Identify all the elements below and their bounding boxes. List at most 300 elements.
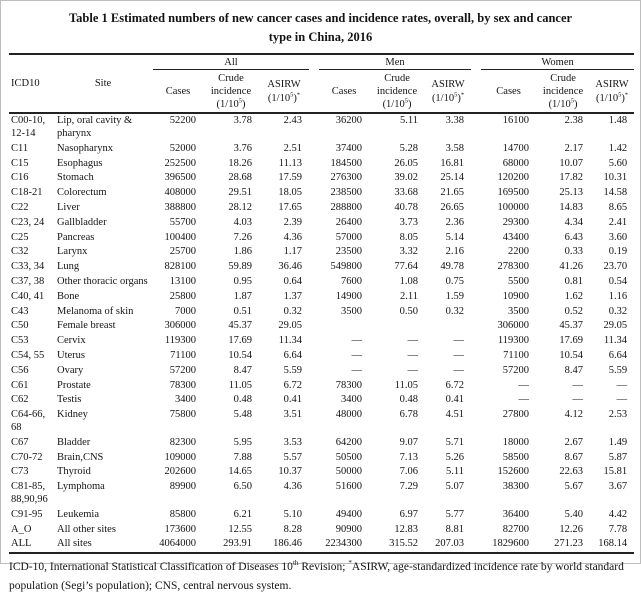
column-gap <box>309 537 319 553</box>
icd10-code: C62 <box>11 394 29 406</box>
all-asirw: 2.39 <box>283 216 303 228</box>
all-crude-incidence: 6.50 <box>233 481 252 493</box>
men-cases: 78300 <box>335 379 363 391</box>
all-asirw: 36.46 <box>278 261 303 273</box>
men-crude-incidence: 1.08 <box>399 276 419 288</box>
men-crude-incidence: 3.73 <box>399 216 419 228</box>
all-asirw: 8.28 <box>283 523 303 535</box>
all-asirw: 4.36 <box>283 481 303 493</box>
all-cases: 57200 <box>169 364 196 376</box>
superscript-5: 5 <box>238 97 242 105</box>
asterisk: * <box>296 91 301 99</box>
men-asirw: 5.07 <box>445 481 465 493</box>
asterisk: * <box>624 91 629 99</box>
women-crude-incidence: 271.23 <box>554 538 584 550</box>
women-crude-incidence: 10.54 <box>559 350 584 361</box>
women-crude-incidence: 8.47 <box>564 364 584 376</box>
women-asirw: 15.81 <box>603 466 628 478</box>
column-gap <box>309 186 319 201</box>
women-crude-incidence: — <box>572 394 584 406</box>
men-crude-incidence: — <box>407 350 419 361</box>
superscript-th: th <box>292 559 299 568</box>
women-asirw: 8.65 <box>608 202 628 214</box>
site-name: Nasopharynx <box>57 142 113 154</box>
men-cases: 2234300 <box>325 538 363 550</box>
icd10-code: C16 <box>11 172 29 184</box>
men-asirw: 1.59 <box>445 290 465 302</box>
women-cases: 57200 <box>502 364 530 376</box>
all-cases: 119300 <box>164 335 196 347</box>
header-men-crude-incidence <box>369 69 425 113</box>
men-asirw: 2.36 <box>445 216 465 228</box>
table-row <box>9 334 634 349</box>
superscript-5: 5 <box>404 97 408 105</box>
women-cases: 1829600 <box>492 538 530 550</box>
all-asirw: 5.10 <box>283 508 303 520</box>
all-asirw: 17.59 <box>278 172 303 184</box>
all-asirw: 3.51 <box>283 409 303 421</box>
all-asirw: 0.32 <box>283 305 303 317</box>
all-crude-incidence: 0.48 <box>233 394 252 406</box>
icd10-code: C53 <box>11 335 29 347</box>
all-cases: 202600 <box>164 466 196 478</box>
icd10-code: C50 <box>11 320 29 332</box>
men-asirw: 3.58 <box>445 142 465 154</box>
men-asirw: 2.16 <box>445 246 465 258</box>
women-cases: 278300 <box>497 261 530 273</box>
all-crude-incidence: 293.91 <box>223 538 252 550</box>
men-asirw: — <box>453 335 465 347</box>
header-women-asirw <box>590 69 634 113</box>
women-crude-incidence: 17.82 <box>559 172 584 184</box>
women-cases: 100000 <box>497 202 530 214</box>
icd10-code: C61 <box>11 379 29 391</box>
icd10-code: C67 <box>11 436 29 448</box>
column-gap <box>471 201 481 216</box>
men-crude-incidence: — <box>407 364 419 376</box>
site-name: Bone <box>57 290 80 302</box>
men-cases: 51600 <box>335 481 363 493</box>
women-asirw: 4.42 <box>608 508 628 520</box>
table-row <box>9 537 634 553</box>
men-cases: 288800 <box>330 202 363 214</box>
men-cases: 90900 <box>335 523 363 535</box>
women-cases: 68000 <box>502 157 530 169</box>
men-asirw: — <box>453 350 465 361</box>
men-asirw: 207.03 <box>435 538 465 550</box>
site-name: Female breast <box>57 320 116 332</box>
all-crude-incidence: 11.05 <box>228 379 252 391</box>
men-cases: 57000 <box>335 231 363 243</box>
column-gap <box>471 142 481 157</box>
men-cases: 36200 <box>335 115 363 127</box>
icd10-code: ALL <box>11 538 32 550</box>
men-crude-incidence: 6.78 <box>399 409 419 421</box>
women-asirw: 2.41 <box>608 216 628 228</box>
site-name: Other thoracic organs <box>57 276 148 288</box>
column-gap <box>309 157 319 172</box>
column-gap <box>309 364 319 379</box>
all-asirw: 1.37 <box>283 290 303 302</box>
women-crude-incidence: 5.67 <box>564 481 584 493</box>
table-row <box>9 186 634 201</box>
women-crude-incidence: 0.33 <box>564 246 584 258</box>
group-header-women: Women <box>481 54 634 70</box>
all-crude-incidence: 3.76 <box>233 142 252 154</box>
site-name: All other sites <box>57 523 116 535</box>
women-cases: 5500 <box>508 276 530 288</box>
women-crude-incidence: 45.37 <box>559 320 584 332</box>
header-all-crude-incidence <box>203 69 259 113</box>
column-gap <box>471 349 481 364</box>
site-name: Uterus <box>57 350 85 361</box>
site-name: Esophagus <box>57 157 103 169</box>
all-cases: 55700 <box>169 216 196 228</box>
men-crude-incidence: 0.48 <box>399 394 419 406</box>
site-name: Bladder <box>57 436 91 448</box>
all-cases: 85800 <box>169 508 196 520</box>
column-gap <box>309 245 319 260</box>
table-row <box>9 201 634 216</box>
icd10-code: C64-66, 68 <box>11 409 46 433</box>
men-crude-incidence: 39.02 <box>394 172 419 184</box>
women-asirw: — <box>616 394 628 406</box>
table-header <box>9 54 634 114</box>
all-cases: 173600 <box>164 523 196 535</box>
men-crude-incidence: 0.50 <box>399 305 419 317</box>
asirw-label: ASIRW (1/10 <box>595 79 629 104</box>
women-cases: 18000 <box>502 436 530 448</box>
all-asirw: 3.53 <box>283 436 303 448</box>
men-asirw <box>425 319 471 334</box>
women-crude-incidence: 1.62 <box>564 290 584 302</box>
men-cases: 50000 <box>335 466 363 478</box>
superscript-5: 5 <box>618 91 622 99</box>
column-gap <box>309 393 319 408</box>
men-cases: 64200 <box>335 436 363 448</box>
column-gap <box>471 260 481 275</box>
men-crude-incidence: 12.83 <box>394 523 419 535</box>
site-name: Cervix <box>57 335 86 347</box>
women-crude-incidence: 6.43 <box>564 231 584 243</box>
superscript-5: 5 <box>454 91 458 99</box>
men-asirw: 5.77 <box>445 508 465 520</box>
icd10-code: C22 <box>11 202 29 214</box>
column-gap <box>471 364 481 379</box>
women-cases: — <box>518 394 530 406</box>
all-asirw: 6.72 <box>283 379 303 391</box>
column-gap <box>471 113 481 142</box>
women-cases: 119300 <box>497 335 530 347</box>
women-cases: 36400 <box>502 508 530 520</box>
site-name: Stomach <box>57 172 94 184</box>
column-gap <box>309 54 319 114</box>
column-gap <box>471 508 481 523</box>
table-row <box>9 480 634 508</box>
table-body <box>9 113 634 553</box>
women-asirw: 168.14 <box>598 538 628 550</box>
table-row <box>9 451 634 466</box>
all-cases: 828100 <box>164 261 196 273</box>
women-asirw: 29.05 <box>603 320 628 332</box>
column-gap <box>309 319 319 334</box>
column-gap <box>309 451 319 466</box>
men-asirw: 5.14 <box>445 231 465 243</box>
women-asirw: 1.16 <box>608 290 628 302</box>
all-cases: 89900 <box>169 481 196 493</box>
column-gap <box>309 349 319 364</box>
paren-close: ) <box>457 92 461 104</box>
table-row <box>9 465 634 480</box>
column-gap <box>309 275 319 290</box>
women-crude-incidence: 2.67 <box>564 436 584 448</box>
site-name: Kidney <box>57 409 88 421</box>
column-gap <box>471 334 481 349</box>
women-cases: 2200 <box>508 246 530 258</box>
all-asirw: 10.37 <box>278 466 303 478</box>
table-row <box>9 319 634 334</box>
all-crude-incidence: 29.51 <box>228 187 252 199</box>
all-crude-incidence: 14.65 <box>228 466 252 478</box>
women-crude-incidence: 2.38 <box>564 115 584 127</box>
men-crude-incidence: 6.97 <box>399 508 419 520</box>
column-gap <box>471 305 481 320</box>
crude-label: Crude incidence (1/10 <box>542 72 584 111</box>
all-crude-incidence: 28.68 <box>228 172 252 184</box>
men-asirw: 0.75 <box>445 276 465 288</box>
men-asirw: 4.51 <box>445 409 465 421</box>
men-asirw: 21.65 <box>440 187 465 199</box>
men-crude-incidence: 2.11 <box>400 290 419 302</box>
column-gap <box>309 379 319 394</box>
all-asirw: 5.59 <box>283 364 303 376</box>
paren-close: ) <box>293 92 297 104</box>
site-name: Liver <box>57 202 80 214</box>
men-cases: — <box>351 364 363 376</box>
women-cases: 10900 <box>502 290 530 302</box>
header-women-crude-incidence <box>536 69 590 113</box>
men-cases: 3500 <box>341 305 363 317</box>
women-asirw: 5.59 <box>608 364 628 376</box>
table-row <box>9 508 634 523</box>
all-crude-incidence: 6.21 <box>233 508 252 520</box>
column-gap <box>471 275 481 290</box>
all-crude-incidence: 17.69 <box>228 335 252 347</box>
women-cases: 14700 <box>502 142 530 154</box>
icd10-code: C11 <box>11 142 29 154</box>
column-gap <box>309 113 319 142</box>
all-crude-incidence: 7.88 <box>233 451 252 463</box>
icd10-code: A_O <box>11 523 32 535</box>
table-row <box>9 305 634 320</box>
all-asirw: 29.05 <box>278 320 303 332</box>
all-crude-incidence: 45.37 <box>228 320 252 332</box>
men-crude-incidence: 77.64 <box>394 261 419 273</box>
women-cases: 3500 <box>508 305 530 317</box>
women-asirw: 11.34 <box>603 335 628 347</box>
icd10-code: C18-21 <box>11 187 43 199</box>
all-cases: 100400 <box>164 231 196 243</box>
header-site: Site <box>94 77 112 89</box>
men-asirw: 5.11 <box>446 466 465 478</box>
icd10-code: C56 <box>11 364 29 376</box>
footnote-text: ICD-10, International Statistical Classification of Diseases 10 <box>9 561 293 574</box>
women-cases: 16100 <box>502 115 530 127</box>
paren-close: ) <box>573 99 578 111</box>
site-name: Prostate <box>57 379 91 391</box>
women-asirw: 0.54 <box>608 276 628 288</box>
crude-label: Crude incidence (1/10 <box>210 72 252 111</box>
women-cases: — <box>518 379 530 391</box>
men-crude-incidence: 26.05 <box>394 157 419 169</box>
all-cases: 52200 <box>169 115 196 127</box>
women-cases: 27800 <box>502 409 530 421</box>
men-crude-incidence: 7.29 <box>399 481 419 493</box>
table-row <box>9 245 634 260</box>
women-asirw: 7.78 <box>608 523 628 535</box>
column-gap <box>471 408 481 436</box>
site-name: Lung <box>57 261 80 273</box>
column-gap <box>471 231 481 246</box>
all-crude-incidence: 1.87 <box>233 290 252 302</box>
men-cases: — <box>351 335 363 347</box>
column-gap <box>309 334 319 349</box>
header-all-asirw <box>259 69 309 113</box>
site-name: Larynx <box>57 246 88 258</box>
all-cases: 109000 <box>164 451 196 463</box>
men-cases: 37400 <box>335 142 363 154</box>
all-asirw: 17.65 <box>278 202 303 214</box>
men-asirw: 49.78 <box>440 261 465 273</box>
table-row <box>9 379 634 394</box>
header-men-asirw <box>425 69 471 113</box>
asirw-label: ASIRW (1/10 <box>431 79 465 104</box>
group-header-all: All <box>153 54 309 70</box>
all-cases: 396500 <box>164 172 196 184</box>
women-cases: 71100 <box>503 350 530 361</box>
crude-label: Crude incidence (1/10 <box>376 72 418 111</box>
women-asirw: 6.64 <box>608 350 628 361</box>
table-row <box>9 275 634 290</box>
column-gap <box>309 231 319 246</box>
women-crude-incidence: 0.52 <box>564 305 584 317</box>
all-crude-incidence: 3.78 <box>233 115 252 127</box>
all-asirw: 4.36 <box>283 231 303 243</box>
column-gap <box>309 480 319 508</box>
asterisk: * <box>460 91 465 99</box>
table-row <box>9 436 634 451</box>
column-gap <box>309 216 319 231</box>
column-gap <box>471 157 481 172</box>
column-gap <box>309 465 319 480</box>
women-crude-incidence: 4.34 <box>564 216 584 228</box>
icd10-code: C32 <box>11 246 29 258</box>
all-cases: 25700 <box>169 246 196 258</box>
site-name: Brain,CNS <box>57 451 104 463</box>
men-crude-incidence: 7.06 <box>399 466 419 478</box>
table-row <box>9 408 634 436</box>
women-cases: 169500 <box>497 187 530 199</box>
column-gap <box>471 451 481 466</box>
women-asirw: 3.60 <box>608 231 628 243</box>
superscript-5: 5 <box>570 97 574 105</box>
men-cases: 7600 <box>341 276 363 288</box>
women-asirw: 2.53 <box>608 409 628 421</box>
table-row <box>9 364 634 379</box>
all-cases: 78300 <box>169 379 196 391</box>
all-crude-incidence: 4.03 <box>233 216 252 228</box>
icd10-code: C25 <box>11 231 29 243</box>
women-crude-incidence: 5.40 <box>564 508 584 520</box>
column-gap <box>309 523 319 538</box>
all-crude-incidence: 28.12 <box>228 202 252 214</box>
women-cases: 38300 <box>502 481 530 493</box>
women-asirw: 23.70 <box>603 261 628 273</box>
column-gap <box>309 290 319 305</box>
table-row <box>9 157 634 172</box>
all-crude-incidence: 7.26 <box>233 231 252 243</box>
all-asirw: 0.64 <box>283 276 303 288</box>
men-crude-incidence: 33.68 <box>394 187 419 199</box>
men-cases <box>319 319 369 334</box>
column-gap <box>309 305 319 320</box>
all-cases: 71100 <box>170 350 196 361</box>
all-asirw: 2.51 <box>283 142 303 154</box>
women-crude-incidence: 8.67 <box>564 451 584 463</box>
men-cases: 26400 <box>335 216 363 228</box>
women-crude-incidence: 25.13 <box>559 187 584 199</box>
women-crude-incidence: 14.83 <box>559 202 584 214</box>
table-row <box>9 171 634 186</box>
women-crude-incidence: 41.26 <box>559 261 584 273</box>
all-cases: 7000 <box>175 305 196 317</box>
all-crude-incidence: 12.55 <box>228 523 252 535</box>
women-asirw: 5.60 <box>608 157 628 169</box>
women-cases: 43400 <box>502 231 530 243</box>
table-title: Table 1 Estimated numbers of new cancer cases and incidence rates, overall, by sex and cancer type in China, 2016 <box>68 11 573 45</box>
all-crude-incidence: 1.86 <box>233 246 252 258</box>
column-gap <box>309 436 319 451</box>
all-crude-incidence: 0.95 <box>233 276 252 288</box>
all-crude-incidence: 5.48 <box>233 409 252 421</box>
site-name: Leukemia <box>57 508 99 520</box>
men-asirw: 0.32 <box>445 305 465 317</box>
men-asirw: 16.81 <box>440 157 465 169</box>
header-men-cases: Cases <box>331 86 357 97</box>
all-crude-incidence: 5.95 <box>233 436 252 448</box>
women-asirw: 0.32 <box>608 305 628 317</box>
men-cases: 14900 <box>335 290 363 302</box>
column-gap <box>471 186 481 201</box>
paren-close: ) <box>241 99 246 111</box>
column-gap <box>309 201 319 216</box>
men-crude-incidence: 5.28 <box>399 142 419 154</box>
table-footnote <box>9 558 632 595</box>
header-icd10: ICD10 <box>11 77 40 89</box>
women-asirw: 1.42 <box>608 142 628 154</box>
site-name: All sites <box>57 538 92 550</box>
site-name: Gallbladder <box>57 216 107 228</box>
men-asirw: 8.81 <box>445 523 465 535</box>
men-asirw: 5.71 <box>445 436 465 448</box>
cancer-incidence-table <box>9 53 634 554</box>
column-gap <box>471 393 481 408</box>
all-crude-incidence: 59.89 <box>228 261 252 273</box>
men-crude-incidence: 7.13 <box>399 451 419 463</box>
column-gap <box>309 171 319 186</box>
asirw-label: ASIRW (1/10 <box>267 79 301 104</box>
table-row <box>9 260 634 275</box>
